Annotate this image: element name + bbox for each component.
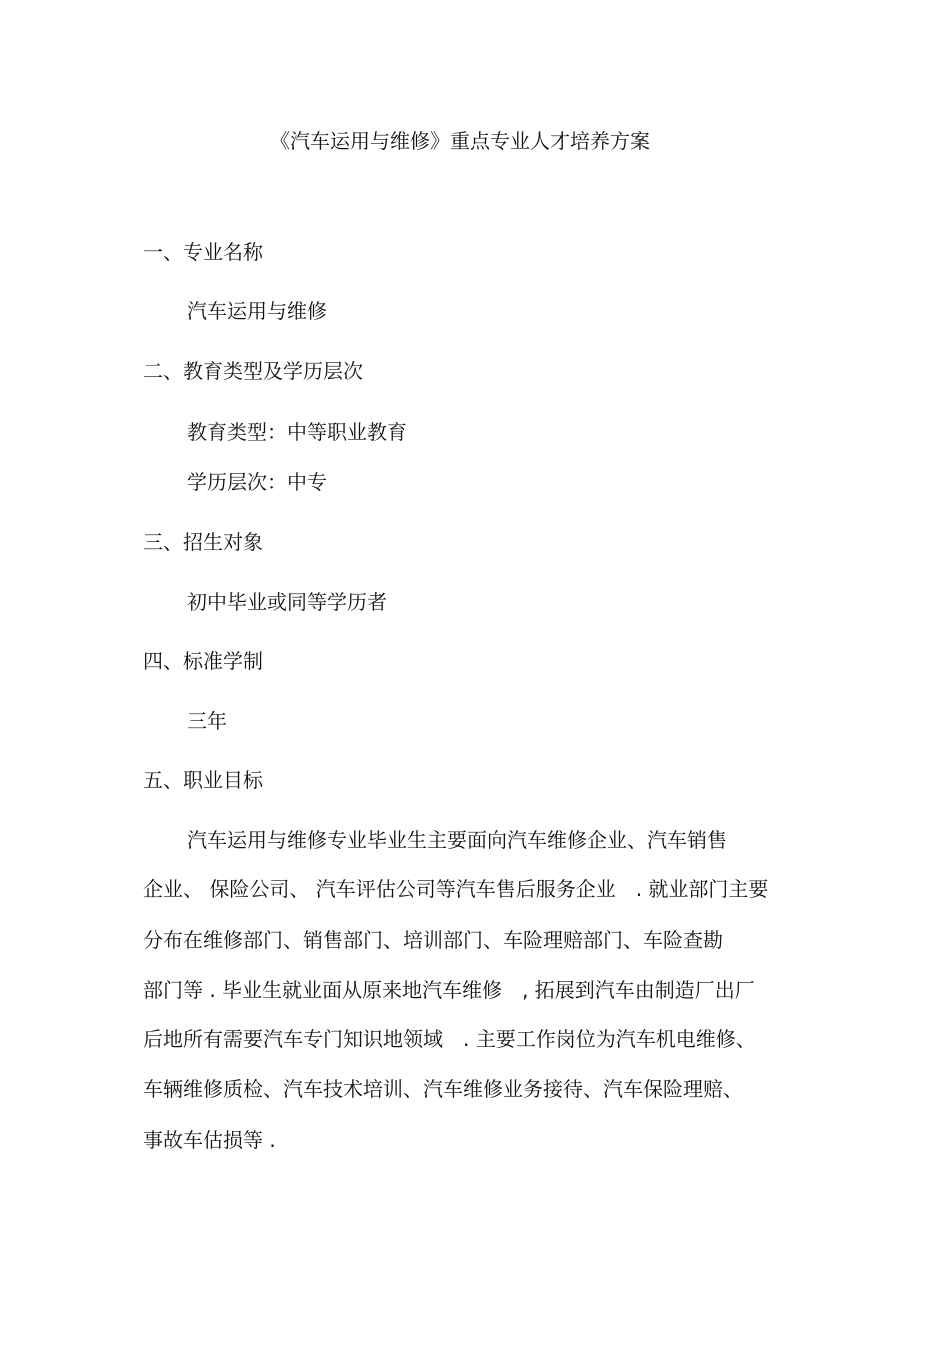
major-name-value: 汽车运用与维修 xyxy=(187,299,327,323)
duration-value: 三年 xyxy=(187,709,227,733)
section-heading-major-name: 一、专业名称 xyxy=(143,240,263,264)
career-goal-line-5: 后地所有需要汽车专门知识地领域 . 主要工作岗位为汽车机电维修、 xyxy=(143,1027,756,1051)
career-goal-line-3: 分布在维修部门、销售部门、培训部门、车险理赔部门、车险查勘 xyxy=(143,928,723,952)
section-heading-career-goal: 五、职业目标 xyxy=(143,768,263,792)
career-goal-line-1: 汽车运用与维修专业毕业生主要面向汽车维修企业、汽车销售 xyxy=(187,828,727,852)
education-type-value: 教育类型：中等职业教育 xyxy=(187,420,407,444)
section-heading-education-type: 二、教育类型及学历层次 xyxy=(143,359,363,383)
section-heading-enrollment: 三、招生对象 xyxy=(143,530,263,554)
section-heading-duration: 四、标准学制 xyxy=(143,649,263,673)
career-goal-line-6: 车辆维修质检、汽车技术培训、汽车维修业务接待、汽车保险理赔、 xyxy=(143,1077,743,1101)
career-goal-line-4: 部门等 . 毕业生就业面从原来地汽车维修 , 拓展到汽车由制造厂出厂 xyxy=(143,978,755,1002)
career-goal-line-2: 企业、 保险公司、 汽车评估公司等汽车售后服务企业 . 就业部门主要 xyxy=(143,877,769,901)
enrollment-value: 初中毕业或同等学历者 xyxy=(187,590,387,614)
career-goal-line-7: 事故车估损等 . xyxy=(143,1128,276,1152)
education-level-value: 学历层次：中专 xyxy=(187,470,327,494)
page-title: 《汽车运用与维修》重点专业人才培养方案 xyxy=(270,129,650,153)
